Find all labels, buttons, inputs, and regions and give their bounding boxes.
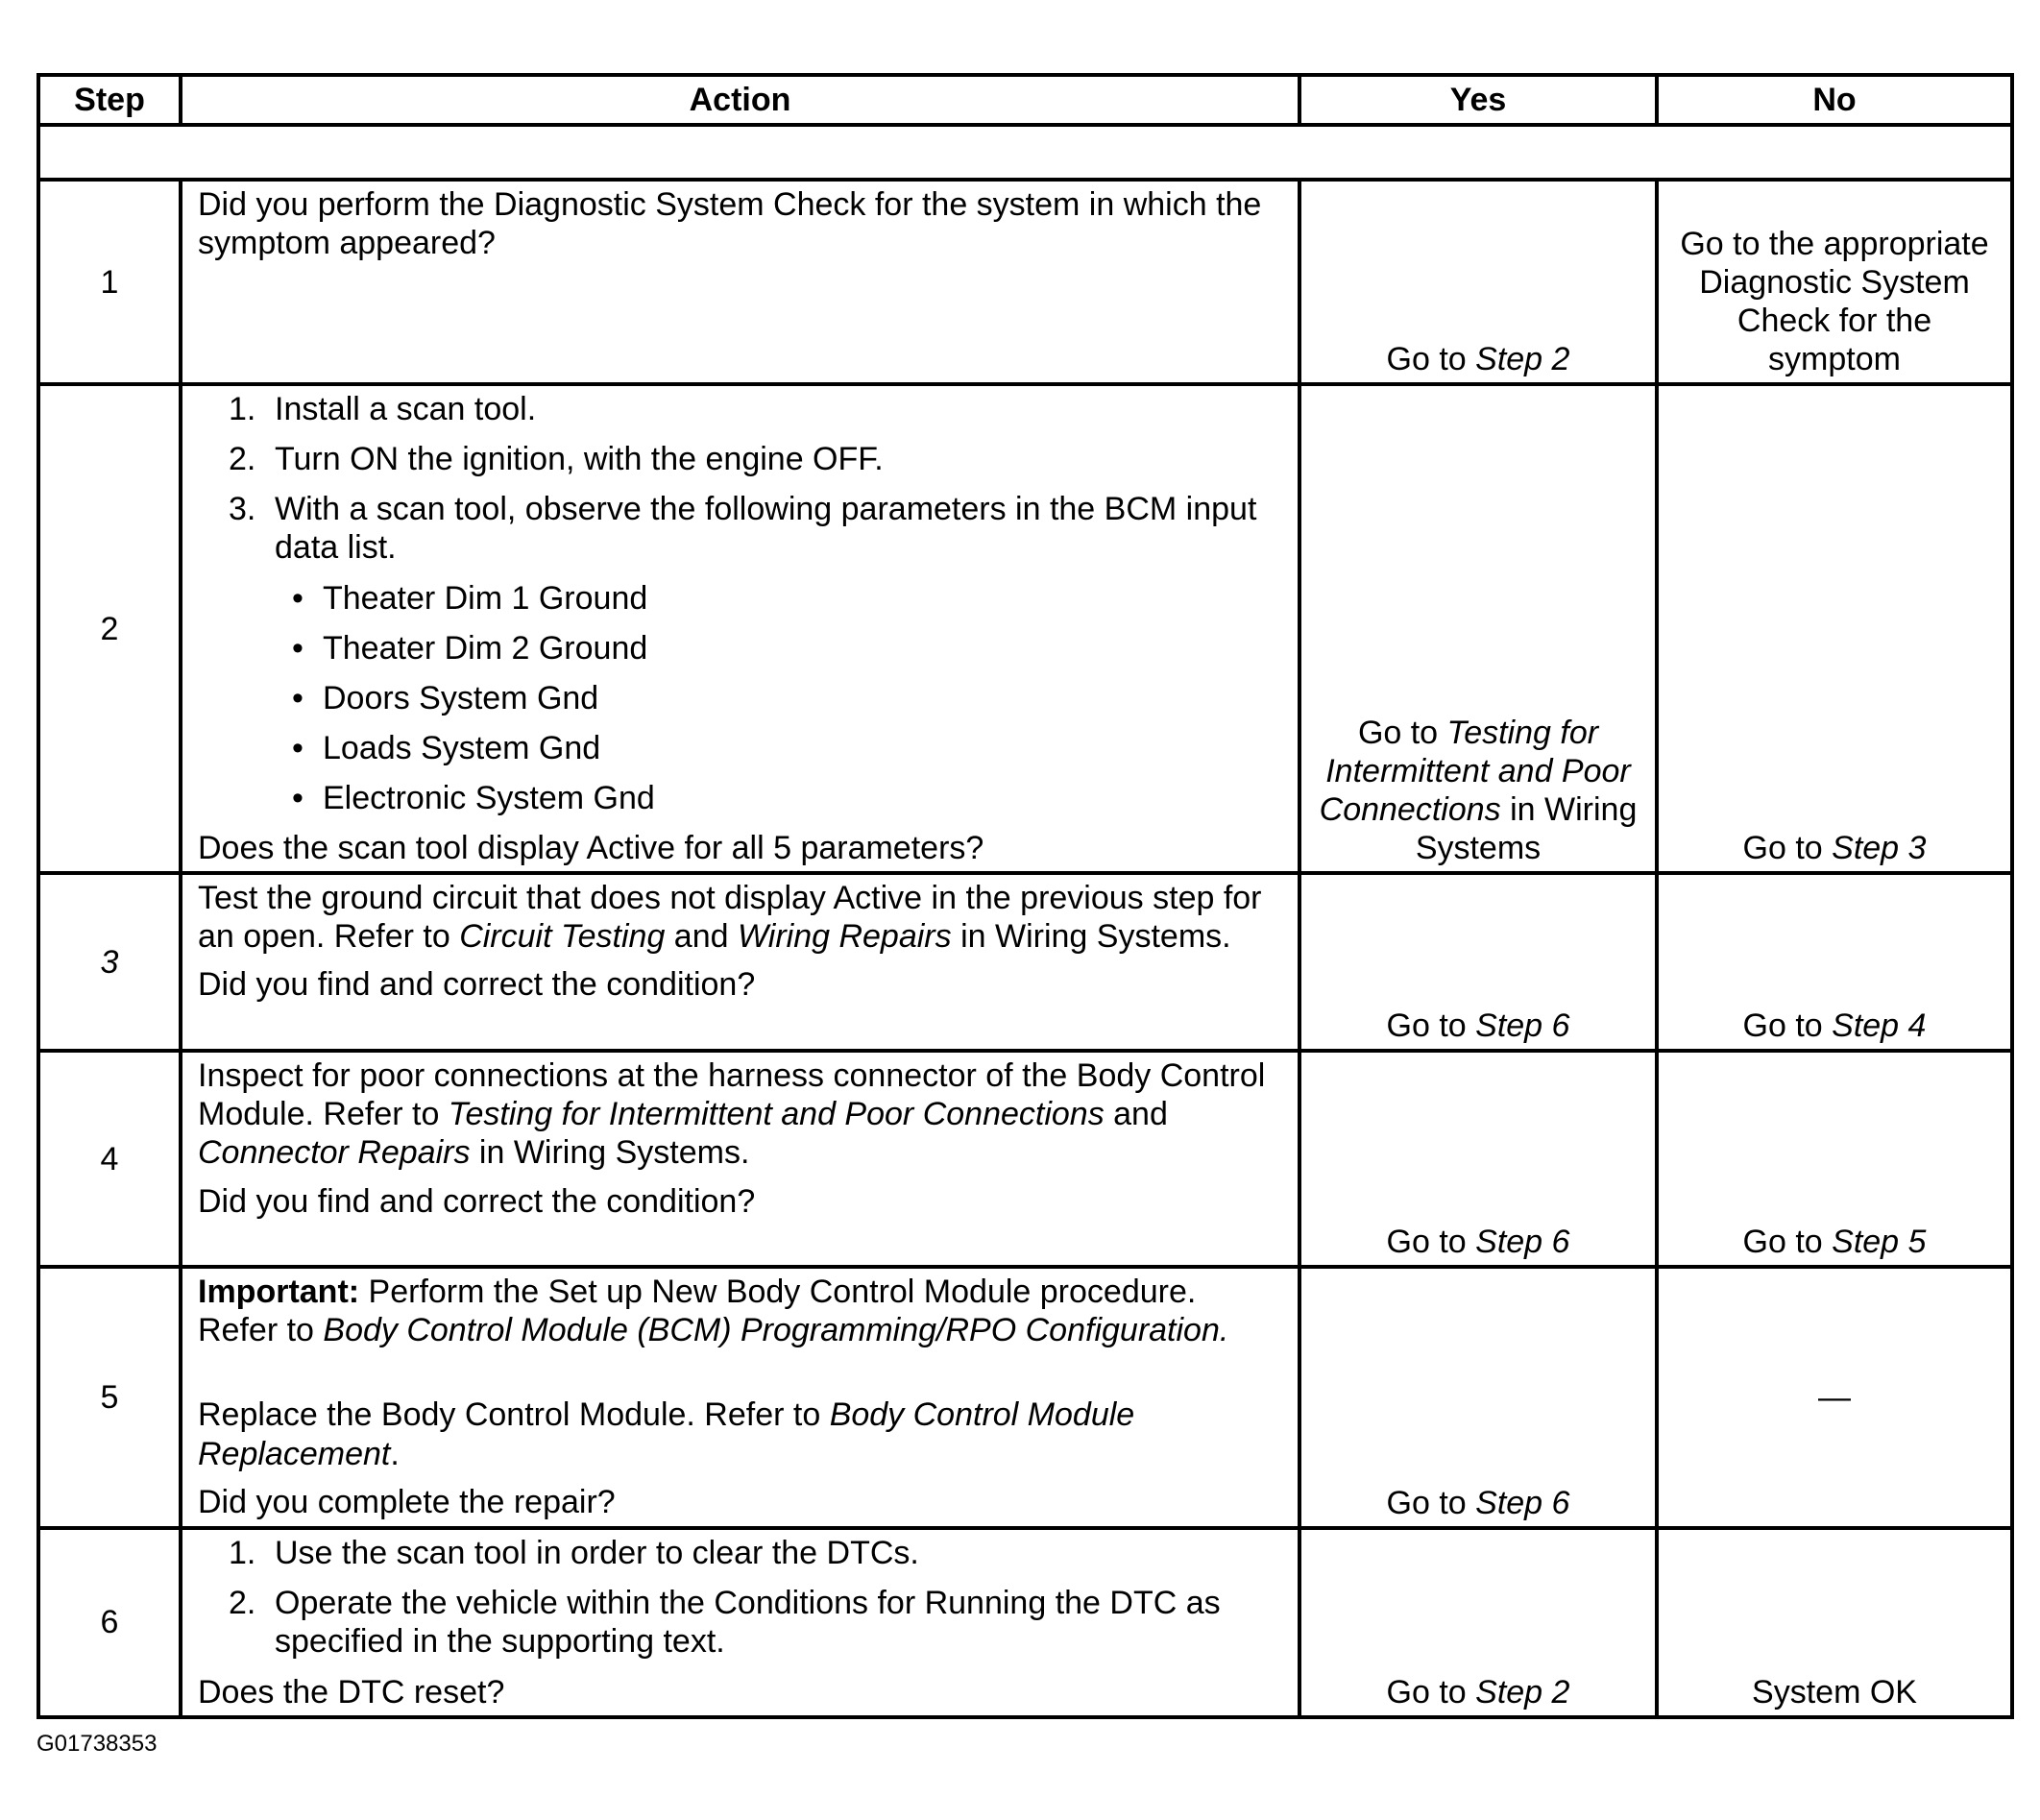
list-number: 1. (229, 391, 256, 428)
question-text: Does the scan tool display Active for all 5 parameters? (198, 830, 984, 867)
action-link[interactable]: Body Control Module Replacement (198, 1396, 1135, 1472)
action-cell (181, 1267, 1299, 1528)
yes-cell (1299, 180, 1657, 384)
action-part: in Wiring Systems. (951, 918, 1231, 956)
important-note (198, 1273, 1282, 1349)
action-text (198, 1056, 1282, 1172)
procedure-list (198, 390, 1282, 567)
question-text: Does the DTC reset? (198, 1673, 505, 1711)
yes-prefix: Go to (1386, 1224, 1476, 1261)
no-cell (1657, 1528, 2012, 1716)
action-link[interactable]: Testing for Intermittent and Poor Connections (448, 1096, 1105, 1133)
table-row (38, 1267, 2012, 1528)
blank-row (38, 125, 2012, 180)
no-link[interactable]: Step 3 (1832, 830, 1927, 867)
step-number: 2 (38, 384, 181, 873)
list-number: 3. (229, 491, 256, 528)
header-row (38, 75, 2012, 125)
yes-prefix: Go to (1386, 1485, 1476, 1522)
diagnostic-table (36, 73, 2014, 1719)
action-part: Replace the Body Control Module. Refer to (198, 1396, 830, 1434)
step-number: 6 (38, 1528, 181, 1716)
list-item (198, 1584, 1282, 1661)
list-item-text: With a scan tool, observe the following parameters in the BCM input data list. (275, 491, 1257, 567)
question-text: Did you find and correct the condition? (198, 966, 756, 1004)
header-no: No (1657, 75, 2012, 125)
yes-link[interactable]: Step 6 (1475, 1224, 1570, 1261)
no-link[interactable]: Step 5 (1832, 1224, 1927, 1261)
table-row (38, 1528, 2012, 1716)
blank-cell (38, 125, 2012, 180)
action-part: and (665, 918, 738, 956)
list-item (198, 490, 1282, 567)
yes-cell (1299, 1267, 1657, 1528)
question-text: Did you complete the repair? (198, 1483, 616, 1520)
no-prefix: Go to (1742, 830, 1833, 867)
yes-suffix: in Wiring Systems (1415, 790, 1638, 867)
action-part: Test the ground circuit that does not display Active in the previous step for an open. Refer to (198, 880, 1262, 956)
spacer (198, 1349, 1282, 1395)
no-text: — (1818, 1379, 1851, 1417)
no-prefix: Go to (1742, 1007, 1833, 1045)
action-cell (181, 180, 1299, 384)
no-cell (1657, 180, 2012, 384)
yes-link[interactable]: Step 6 (1475, 1485, 1570, 1522)
list-item (198, 390, 1282, 428)
no-cell (1657, 384, 2012, 873)
yes-cell (1299, 384, 1657, 873)
yes-cell (1299, 873, 1657, 1051)
parameter-item: • Electronic System Gnd (198, 779, 1282, 817)
table-row (38, 180, 2012, 384)
table-row (38, 384, 2012, 873)
procedure-list (198, 1534, 1282, 1661)
table-row (38, 1051, 2012, 1267)
action-cell (181, 873, 1299, 1051)
list-item-text: Turn ON the ignition, with the engine OFF. (275, 441, 884, 478)
yes-cell (1299, 1051, 1657, 1267)
list-item (198, 1534, 1282, 1572)
parameter-list (198, 579, 1282, 818)
action-text: Did you perform the Diagnostic System Check for the system in which the symptom appeared? (198, 186, 1262, 262)
list-item-text: Operate the vehicle within the Conditions for Running the DTC as specified in the supporting text. (275, 1585, 1221, 1661)
yes-prefix: Go to (1386, 1007, 1476, 1045)
step-number (38, 873, 181, 1051)
step-number: 1 (38, 180, 181, 384)
yes-link[interactable]: Testing for Intermittent and Poor Connections (1319, 714, 1631, 828)
table-row (38, 873, 2012, 1051)
action-link[interactable]: Wiring Repairs (737, 918, 952, 956)
no-cell (1657, 1051, 2012, 1267)
yes-link[interactable]: Step 6 (1475, 1007, 1570, 1045)
yes-link[interactable]: Step 2 (1475, 341, 1570, 377)
action-part: in Wiring Systems. (470, 1134, 750, 1172)
action-cell (181, 384, 1299, 873)
yes-cell (1299, 1528, 1657, 1716)
important-link[interactable]: Body Control Module (BCM) Programming/RPO Configuration. (323, 1312, 1229, 1349)
step-number: 4 (38, 1051, 181, 1267)
action-cell (181, 1051, 1299, 1267)
list-number: 1. (229, 1535, 256, 1572)
action-part: Inspect for poor connections at the harness connector of the Body Control Module. Refer to (198, 1057, 1266, 1133)
important-text: Perform the Set up New Body Control Module procedure. Refer to (198, 1274, 1197, 1349)
parameter-item: • Doors System Gnd (198, 679, 1282, 717)
action-text (198, 1395, 1282, 1472)
yes-prefix: Go to (1357, 714, 1447, 751)
header-yes: Yes (1299, 75, 1657, 125)
no-text: Go to the appropriate Diagnostic System Check for the symptom (1680, 225, 1989, 377)
step-number: 5 (38, 1267, 181, 1528)
question-text: Did you find and correct the condition? (198, 1182, 756, 1220)
figure-id: G01738353 (36, 1731, 158, 1757)
parameter-item: • Loads System Gnd (198, 729, 1282, 767)
parameter-item: • Theater Dim 1 Ground (198, 579, 1282, 618)
action-link[interactable]: Connector Repairs (198, 1134, 471, 1172)
action-part: and (1104, 1096, 1168, 1133)
list-item (198, 440, 1282, 478)
header-step: Step (38, 75, 181, 125)
action-cell (181, 1528, 1299, 1716)
no-cell (1657, 873, 2012, 1051)
step-number-text: 3 (100, 943, 119, 981)
important-label: Important: (198, 1274, 360, 1311)
header-action: Action (181, 75, 1299, 125)
list-number: 2. (229, 1585, 256, 1622)
action-link[interactable]: Circuit Testing (459, 918, 666, 956)
no-link[interactable]: Step 4 (1832, 1007, 1927, 1045)
yes-prefix: Go to (1386, 1673, 1476, 1711)
list-item-text: Install a scan tool. (275, 391, 537, 428)
list-number: 2. (229, 441, 256, 478)
yes-link[interactable]: Step 2 (1475, 1673, 1570, 1711)
yes-prefix: Go to (1386, 341, 1476, 377)
list-item-text: Use the scan tool in order to clear the DTCs. (275, 1535, 919, 1572)
no-text: System OK (1752, 1673, 1917, 1711)
action-text (198, 879, 1282, 956)
no-prefix: Go to (1742, 1224, 1833, 1261)
parameter-item: • Theater Dim 2 Ground (198, 629, 1282, 667)
no-cell (1657, 1267, 2012, 1528)
action-part: . (390, 1435, 400, 1472)
